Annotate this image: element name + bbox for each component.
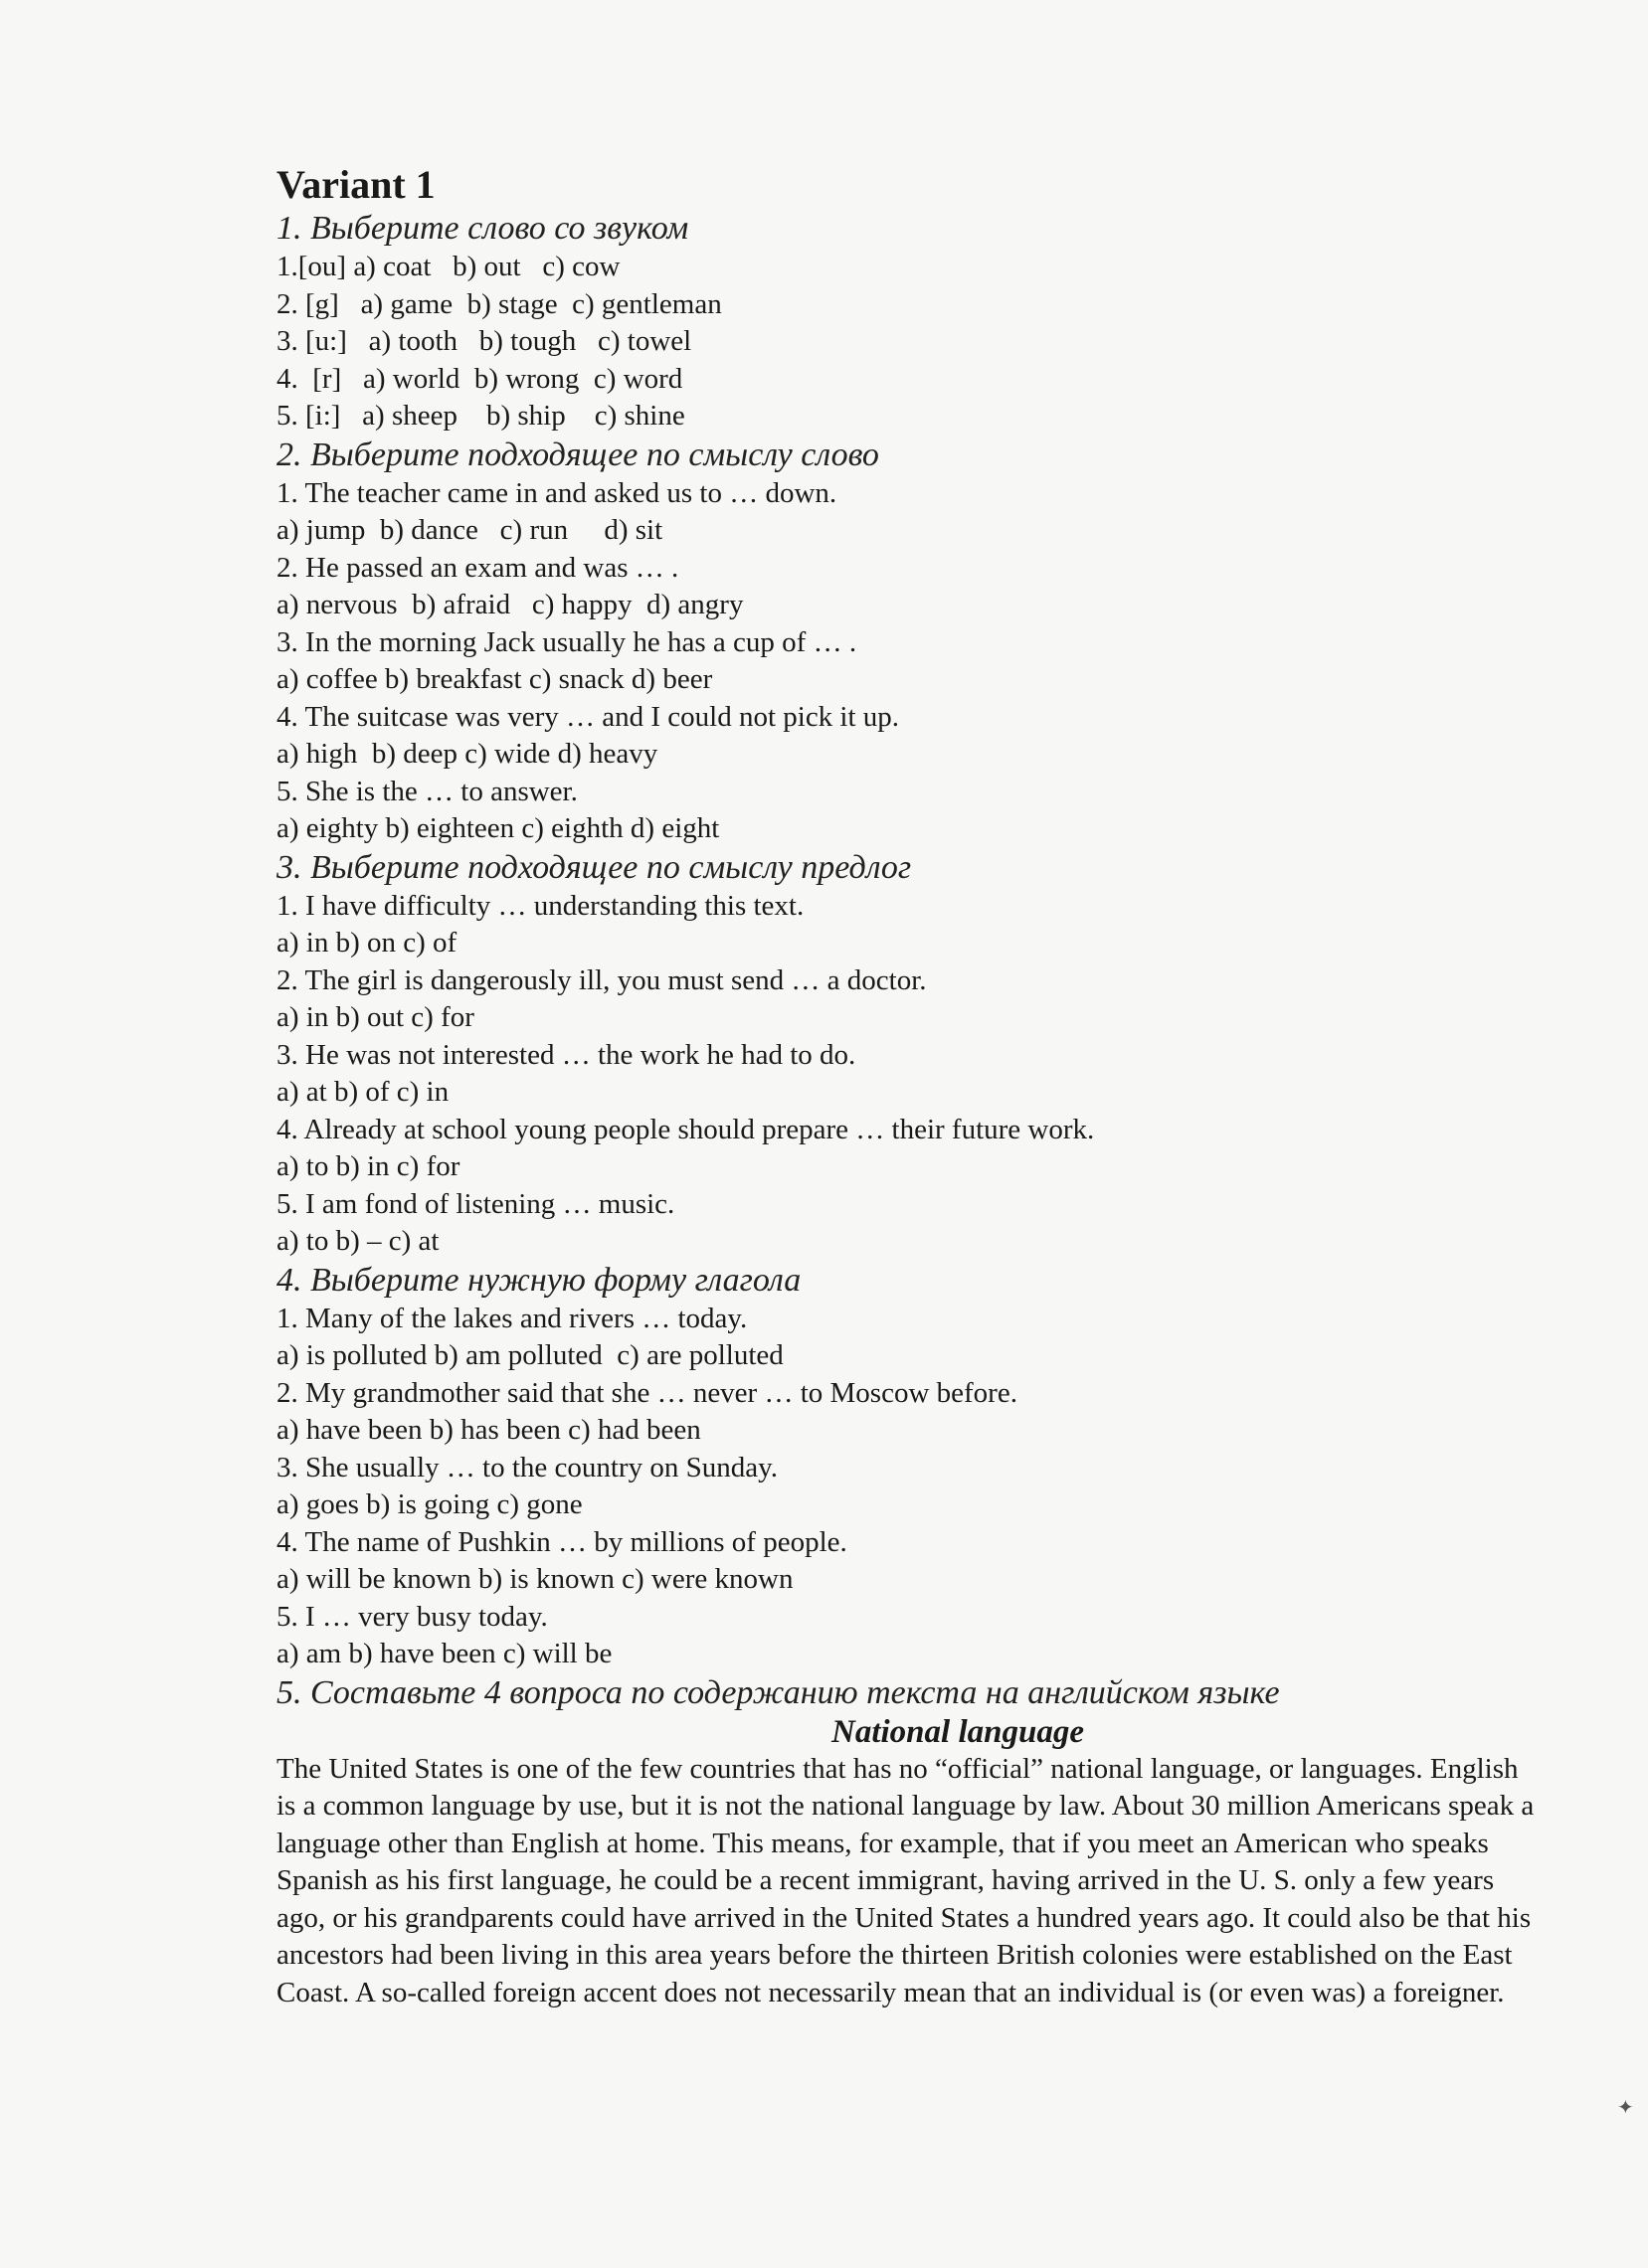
answer-options: a) high b) deep c) wide d) heavy [276, 738, 658, 770]
question-line: 3. [u:] a) tooth b) tough c) towel [276, 325, 692, 357]
section-heading: 1. Выберите слово со звуком [276, 210, 689, 247]
question-line: 5. I … very busy today. [276, 1600, 548, 1633]
question-line: 1.[ou] a) coat b) out c) cow [276, 251, 621, 282]
answer-options: a) coffee b) breakfast c) snack d) beer [276, 663, 713, 695]
answer-options: a) eighty b) eighteen c) eighth d) eight [276, 812, 720, 844]
answer-options: a) to b) – c) at [276, 1225, 440, 1257]
answer-options: a) at b) of c) in [276, 1076, 450, 1108]
section-heading: 3. Выберите подходящее по смыслу предлог [276, 848, 912, 886]
section-4 [276, 1261, 1559, 1673]
answer-options: a) goes b) is going c) gone [276, 1488, 583, 1520]
section-heading: 4. Выберите нужную форму глагола [276, 1261, 802, 1299]
page-title: Variant 1 [276, 162, 436, 207]
worksheet [276, 161, 1559, 2011]
section-5 [276, 1673, 1559, 2012]
question-line: 4. Already at school young people should prepare … their future work. [276, 1113, 1095, 1145]
section-heading: 5. Составьте 4 вопроса по содержанию текста на английском языке [276, 1673, 1280, 1711]
question-line: 3. In the morning Jack usually he has a cup of … . [276, 625, 857, 658]
answer-options: a) will be known b) is known c) were known [276, 1563, 794, 1595]
question-line: 4. [r] a) world b) wrong c) word [276, 362, 683, 395]
question-line: 1. Many of the lakes and rivers … today. [276, 1302, 748, 1334]
question-line: 2. The girl is dangerously ill, you must send … a doctor. [276, 963, 927, 996]
section-2 [276, 436, 1559, 848]
question-line: 2. He passed an exam and was … . [276, 551, 679, 584]
question-line: 3. She usually … to the country on Sunday. [276, 1451, 778, 1483]
answer-options: a) am b) have been c) will be [276, 1638, 613, 1669]
answer-options: a) to b) in c) for [276, 1150, 460, 1182]
question-line: 1. The teacher came in and asked us to … down. [276, 476, 837, 509]
question-line: 4. The name of Pushkin … by millions of people. [276, 1525, 847, 1558]
answer-options: a) in b) out c) for [276, 1001, 474, 1033]
text-title: National language [831, 1713, 1084, 1750]
section-3 [276, 848, 1559, 1261]
question-line: 1. I have difficulty … understanding this text. [276, 889, 805, 922]
answer-options: a) nervous b) afraid c) happy d) angry [276, 589, 744, 620]
question-line: 3. He was not interested … the work he had to do. [276, 1038, 856, 1071]
reading-passage: The United States is one of the few countries that has no “official” national language, or languages. English is a common language by use, but it is not the national language by law. About 30 million Americans speak a language other than English at home. This means, for example, that if you meet an American who speaks Spanish as his first language, he could be a recent immigrant, having arrived in the U. S. only a few years ago, or his grandparents could have arrived in the United States a hundred years ago. It could also be that his ancestors had been living in this area years before the thirteen British colonies were established on the East Coast. A so-called foreign accent does not necessarily mean that an individual is (or even was) a foreigner. [276, 1752, 1535, 2008]
answer-options: a) jump b) dance c) run d) sit [276, 514, 663, 546]
question-line: 4. The suitcase was very … and I could not pick it up. [276, 700, 900, 733]
answer-options: a) have been b) has been c) had been [276, 1414, 701, 1446]
question-line: 5. I am fond of listening … music. [276, 1187, 675, 1220]
section-1 [276, 209, 1559, 436]
scan-speck-icon: ✦ [1617, 2097, 1634, 2119]
question-line: 5. She is the … to answer. [276, 775, 578, 807]
answer-options: a) is polluted b) am polluted c) are polluted [276, 1339, 784, 1371]
question-line: 2. My grandmother said that she … never … to Moscow before. [276, 1376, 1017, 1409]
question-line: 2. [g] a) game b) stage c) gentleman [276, 287, 722, 320]
section-heading: 2. Выберите подходящее по смыслу слово [276, 436, 879, 473]
answer-options: a) in b) on c) of [276, 927, 458, 959]
question-line: 5. [i:] a) sheep b) ship c) shine [276, 400, 685, 432]
